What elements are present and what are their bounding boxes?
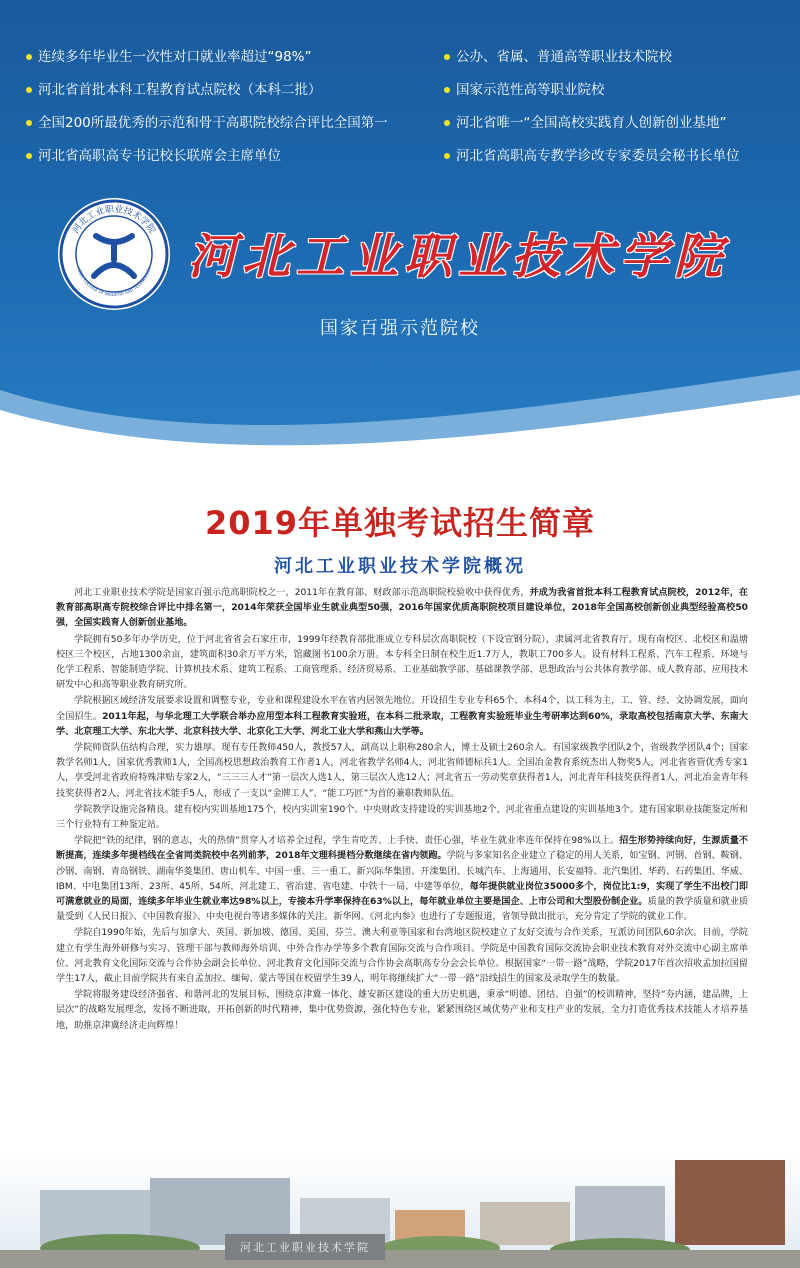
campus-building: [480, 1202, 570, 1245]
overview-body: [56, 586, 748, 1035]
campus-building: [575, 1186, 665, 1245]
bullet-dot-icon: [444, 153, 450, 159]
paragraph-text-run: 河北工业职业技术学院是国家百强示范高职院校之一，2011年在教育部、财政部示范高职院校验收中获得优秀，: [74, 588, 530, 598]
paragraph-text-run: 每年提供就业岗位35000多个，岗位比1:9，实现了学生不出校门即可满意就业的局面，连续多年毕业生就业率达98%以上，专接本升学率保持在63%以上，每年就业单位主要是国企、上市公司和大型股份制企业。: [56, 881, 748, 908]
college-emblem-icon: [58, 198, 170, 310]
campus-building: [675, 1160, 785, 1245]
section-title: 河北工业职业技术学院概况: [274, 556, 526, 577]
paragraph-text-run: 学院拥有50多年办学历史，位于河北省省会石家庄市，1999年经教育部批准成立专科层次高职院校（下设宣钢分院），隶属河北省教育厅。现有南校区、北校区和温塘校区三个校区，占地1300余亩，建筑面积30余万平方米，馆藏图书100余万册。本专科全日制在校生近1.7万人，教职工700多人。设有材料工程系、汽车工程系、环境与化学工程系、智能制造学院、计算机技术系、建筑工程系、工商管理系、经济贸易系、工业基础教学部、基础课教学部、思想政治与公共体育教学部、成人教育部、应用技术研发中心和高等职业教育研究所。: [56, 634, 748, 691]
bullet-dot-icon: [26, 54, 32, 60]
campus-photo: [0, 1150, 800, 1268]
college-logo: [58, 198, 170, 310]
overview-paragraph: [56, 803, 748, 833]
bullet-dot-icon: [26, 87, 32, 93]
bullet-left-2: 河北省首批本科工程教育试点院校（本科二批）: [26, 78, 322, 98]
paragraph-text-run: 招生形势持续向好，生源质量不断提高，连续多年提档线在全省同类院校中名列前茅，2018年文理科提档分数继续在省内领跑。: [56, 836, 748, 862]
paragraph-text-run: 学院将服务建设经济强省、和谐河北的发展目标，围绕京津冀一体化、雄安新区建设的重大历史机遇，秉承“明德、团结、自强”的校训精神，坚持“夯内涵，建品牌，上层次”的战略发展理念，发扬不断进取，开拓创新的时代精神，集中优势资源，强化特色专业，紧紧围绕区域优势产业和支柱产业的发展，全力打造优秀技术技能人才培养基地，助推京津冀经济走向辉煌！: [56, 990, 748, 1031]
overview-paragraph: [56, 694, 748, 740]
header-banner: [0, 0, 800, 470]
paragraph-text-run: 质量的教学质量和就业质量受到《人民日报》、《中国教育报》、中央电视台等诸多媒体的关注。新华网、《河北内参》也进行了专题报道，省领导做出批示，充分肯定了学院的就业工作。: [56, 897, 748, 923]
bullet-right-1: 公办、省属、普通高等职业技术院校: [444, 45, 672, 65]
overview-paragraph: [56, 633, 748, 694]
bullet-dot-icon: [444, 54, 450, 60]
overview-paragraph: [56, 988, 748, 1034]
svg-text:河北工业职业技术学院: 河北工业职业技术学院: [71, 204, 157, 236]
header-subtitle: 国家百强示范院校: [320, 318, 480, 339]
paragraph-text-run: 并成为我省首批本科工程教育试点院校，2012年，在教育部高职高专院校综合评比中排名第一，2014年荣获全国毕业生就业典型50强，2016年国家优质高职院校项目建设单位，2018年全国高校创新创业典型经验高校50强，全国实践育人创新创业基地。: [56, 588, 748, 629]
paragraph-text-run: 学院与多家知名企业建立了稳定的用人关系，如宝钢、河钢、首钢、鞍钢、沙钢、南钢、青岛钢铁、湖南华菱集团、唐山机车、中国一重、三一重工、新兴际华集团、开滦集团、长城汽车、上海通用、长安福特、北汽集团、华药、石药集团、华威、IBM、中电集团13所、23所、45所、54所、河北建工、省冶建、省电建、中铁十一局、中建等单位，: [56, 851, 748, 892]
bullet-right-3: 河北省唯一“全国高校实践育人创新创业基地”: [444, 111, 727, 131]
overview-paragraph: [56, 741, 748, 802]
bullet-dot-icon: [26, 120, 32, 126]
school-name-calligraphy: 河北工业职业技术学院: [188, 229, 729, 285]
paragraph-text-run: 学院教学设施完备精良。建有校内实训基地175个，校内实训室190个。中央财政支持建设的实训基地2个，河北省重点建设的实训基地3个。建有国家职业技能鉴定所和三个行业特有工种鉴定站。: [56, 804, 748, 831]
bullet-right-4: 河北省高职高专教学诊改专家委员会秘书长单位: [444, 144, 740, 164]
paragraph-text-run: 学院自1990年始，先后与加拿大、英国、新加坡、德国、美国、芬兰、澳大利亚等国家和台湾地区院校建立了友好交流与合作关系，互派访问团队60余次。目前，学院建立有学生海外研修与实习、管理干部与教师海外培训、中外合作办学等多个教育国际交流与合作项目。学院是中国教育国际交流协会职业技术教育对外交流中心副主席单位、河北教育文化国际交流与合作协会副会长单位、河北教育文化国际交流与合作协会高职高专分会会长单位。根据国家“一带一路”战略，学院2017年首次招收孟加拉国留学生17人，截止目前学院共有来自孟加拉、缅甸、蒙古等国在校留学生39人，明年将继续扩大“一带一路”沿线招生的国家及录取学生的数量。: [56, 928, 748, 985]
bullet-dot-icon: [444, 120, 450, 126]
svg-text:HEBEI COLLEGE OF INDUSTRY AND: HEBEI COLLEGE OF INDUSTRY AND TECHNOLOGY: [76, 266, 152, 298]
overview-paragraph: [56, 926, 748, 987]
brochure-title: 2019年单独考试招生简章: [204, 504, 596, 542]
header-wave-divider: [0, 370, 800, 470]
paragraph-text-run: 学院把“铁的纪律，钢的意志，火的热情”贯穿人才培养全过程，学生肯吃苦、上手快、责任心强，毕业生就业率连年保持在98%以上。: [74, 836, 620, 847]
bullet-left-3: 全国200所最优秀的示范和骨干高职院校综合评比全国第一: [26, 111, 388, 131]
overview-paragraph: [56, 586, 748, 632]
bullet-dot-icon: [26, 153, 32, 159]
bullet-left-4: 河北省高职高专书记校长联席会主席单位: [26, 144, 281, 164]
paragraph-text-run: 学院根据区域经济发展要求设置和调整专业，专业和课程建设水平在省内居领先地位。开设招生专业专科65个、本科4个，以工科为主，工、管、经、文协调发展，面向全国招生。: [56, 696, 748, 722]
bullet-right-2: 国家示范性高等职业院校: [444, 78, 605, 98]
paragraph-text-run: 学院师资队伍结构合理，实力雄厚。现有专任教师450人，教授57人，副高以上职称280余人，博士及硕士260余人。有国家级教学团队2个，省级教学团队4个；国家教学名师1人，国家优秀教师1人，全国高校思想政治教育工作者1人，河北省教学名师4人，河北省师德标兵1人。全国冶金教育系统杰出人物奖5人，河北省省管优秀专家1人，享受河北省政府特殊津贴专家2人，“三三三人才”第一层次人选1人，第三层次人选12人；河北省五一劳动奖章获得者1人，河北青年科技奖获得者1人，河北冶金青年科技奖获得者2人，河北省技术能手5人，形成了一支以“金牌工人”、“能工巧匠”为首的兼职教师队伍。: [56, 743, 748, 799]
bullet-left-1: 连续多年毕业生一次性对口就业率超过“98%”: [26, 45, 312, 65]
bullet-dot-icon: [444, 87, 450, 93]
paragraph-text-run: 2011年起，与华北理工大学联合举办应用型本科工程教育实验班，在本科二批录取，工程教育实验班毕业生考研率达到60%，录取高校包括南京大学、东南大学、北京理工大学、东北大学、北京科技大学、北京化工大学、河北工业大学和燕山大学等。: [56, 711, 748, 737]
campus-gate-sign-text: 河北工业职业技术学院: [240, 1241, 370, 1254]
overview-paragraph: [56, 834, 748, 925]
